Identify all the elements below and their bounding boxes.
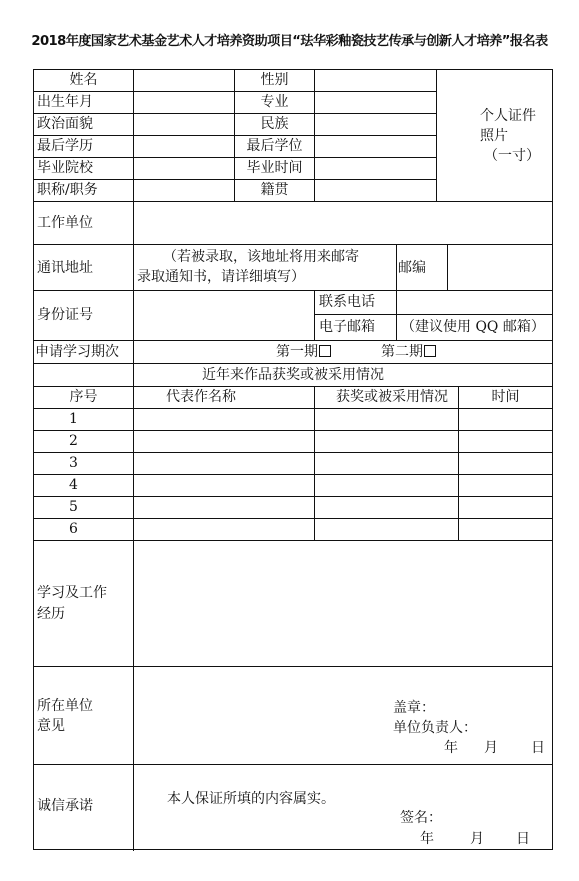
label-unit-opinion: 意见 [37, 718, 65, 734]
label-experience: 学习及工作 [37, 585, 107, 601]
label-address: 通讯地址 [37, 260, 93, 276]
table-line [33, 540, 553, 541]
works-section-header: 近年来作品获奖或被采用情况 [202, 367, 384, 383]
period-option-1-label: 第一期 [276, 344, 318, 360]
form-title: 2018年度国家艺术基金艺术人才培养资助项目“珐华彩釉瓷技艺传承与创新人才培养”报名表 [31, 34, 548, 49]
table-line [33, 69, 553, 70]
label-school: 毕业院校 [37, 160, 93, 176]
label-postcode: 邮编 [398, 260, 426, 276]
table-line [33, 340, 553, 341]
signature-label: 签名： [400, 810, 442, 826]
table-line [33, 363, 553, 364]
table-line [33, 201, 553, 202]
photo-label: 个人证件 [480, 108, 536, 124]
photo-label: 照片 [480, 128, 508, 144]
label-politics: 政治面貌 [37, 116, 93, 132]
address-note: 录取通知书，请详细填写） [137, 269, 305, 285]
table-line [33, 408, 553, 409]
table-line [33, 849, 553, 850]
period-option-1[interactable] [276, 343, 331, 361]
label-education: 最后学历 [37, 138, 93, 154]
table-line [314, 314, 553, 315]
col-header-time: 时间 [491, 389, 520, 405]
table-line [33, 474, 553, 475]
row-number: 4 [69, 477, 78, 493]
label-unit-opinion: 所在单位 [37, 698, 93, 714]
date-month-label: 月 [470, 831, 484, 847]
label-birth: 出生年月 [37, 94, 93, 110]
col-header-work: 代表作名称 [166, 389, 236, 405]
label-grad-time: 毕业时间 [246, 160, 303, 176]
table-line [314, 290, 315, 340]
email-note: （建议使用 QQ 邮箱） [401, 319, 545, 335]
address-note: （若被录取，该地址将用来邮寄 [163, 249, 359, 265]
label-degree: 最后学位 [246, 138, 303, 154]
table-line [314, 69, 315, 201]
period-option-2-label: 第二期 [381, 344, 423, 360]
label-work-unit: 工作单位 [37, 215, 93, 231]
period-option-2[interactable] [381, 343, 436, 361]
table-line [458, 386, 459, 540]
label-period: 申请学习期次 [35, 344, 119, 360]
table-line [314, 386, 315, 540]
table-line [396, 290, 397, 340]
date-day-label: 日 [531, 740, 545, 756]
row-number: 3 [69, 455, 78, 471]
label-integrity: 诚信承诺 [37, 798, 93, 814]
checkbox-period-1[interactable] [319, 345, 331, 357]
label-title-job: 职称/职务 [37, 182, 98, 198]
table-line [33, 69, 34, 850]
seal-label: 盖章： [393, 700, 435, 716]
label-id-number: 身份证号 [37, 307, 93, 323]
label-major: 专业 [260, 94, 289, 110]
unit-head-label: 单位负责人： [393, 720, 477, 736]
row-number: 5 [69, 499, 78, 515]
label-email: 电子邮箱 [319, 319, 375, 335]
table-line [33, 496, 553, 497]
photo-size-label: （一寸） [484, 148, 540, 164]
label-name: 姓名 [69, 72, 98, 88]
table-line [436, 69, 437, 201]
pledge-text: 本人保证所填的内容属实。 [167, 791, 335, 807]
label-ethnicity: 民族 [260, 116, 289, 132]
row-number: 1 [69, 411, 78, 427]
table-line [396, 244, 397, 290]
date-year-label: 年 [420, 831, 434, 847]
table-line [33, 244, 553, 245]
date-day-label: 日 [516, 831, 530, 847]
checkbox-period-2[interactable] [424, 345, 436, 357]
table-line [33, 666, 553, 667]
row-number: 6 [69, 521, 78, 537]
table-line [33, 290, 553, 291]
label-gender: 性别 [260, 72, 289, 88]
table-line [447, 244, 448, 290]
table-line [133, 69, 134, 851]
table-line [33, 518, 553, 519]
date-month-label: 月 [484, 740, 498, 756]
table-line [33, 386, 553, 387]
label-experience: 经历 [37, 606, 65, 622]
table-line [33, 430, 553, 431]
row-number: 2 [69, 433, 78, 449]
date-year-label: 年 [444, 740, 458, 756]
label-native: 籍贯 [260, 182, 289, 198]
table-line [33, 452, 553, 453]
col-header-award: 获奖或被采用情况 [336, 389, 448, 405]
col-header-no: 序号 [69, 389, 98, 405]
label-phone: 联系电话 [319, 294, 375, 310]
table-line [33, 764, 553, 765]
table-line [552, 69, 553, 850]
